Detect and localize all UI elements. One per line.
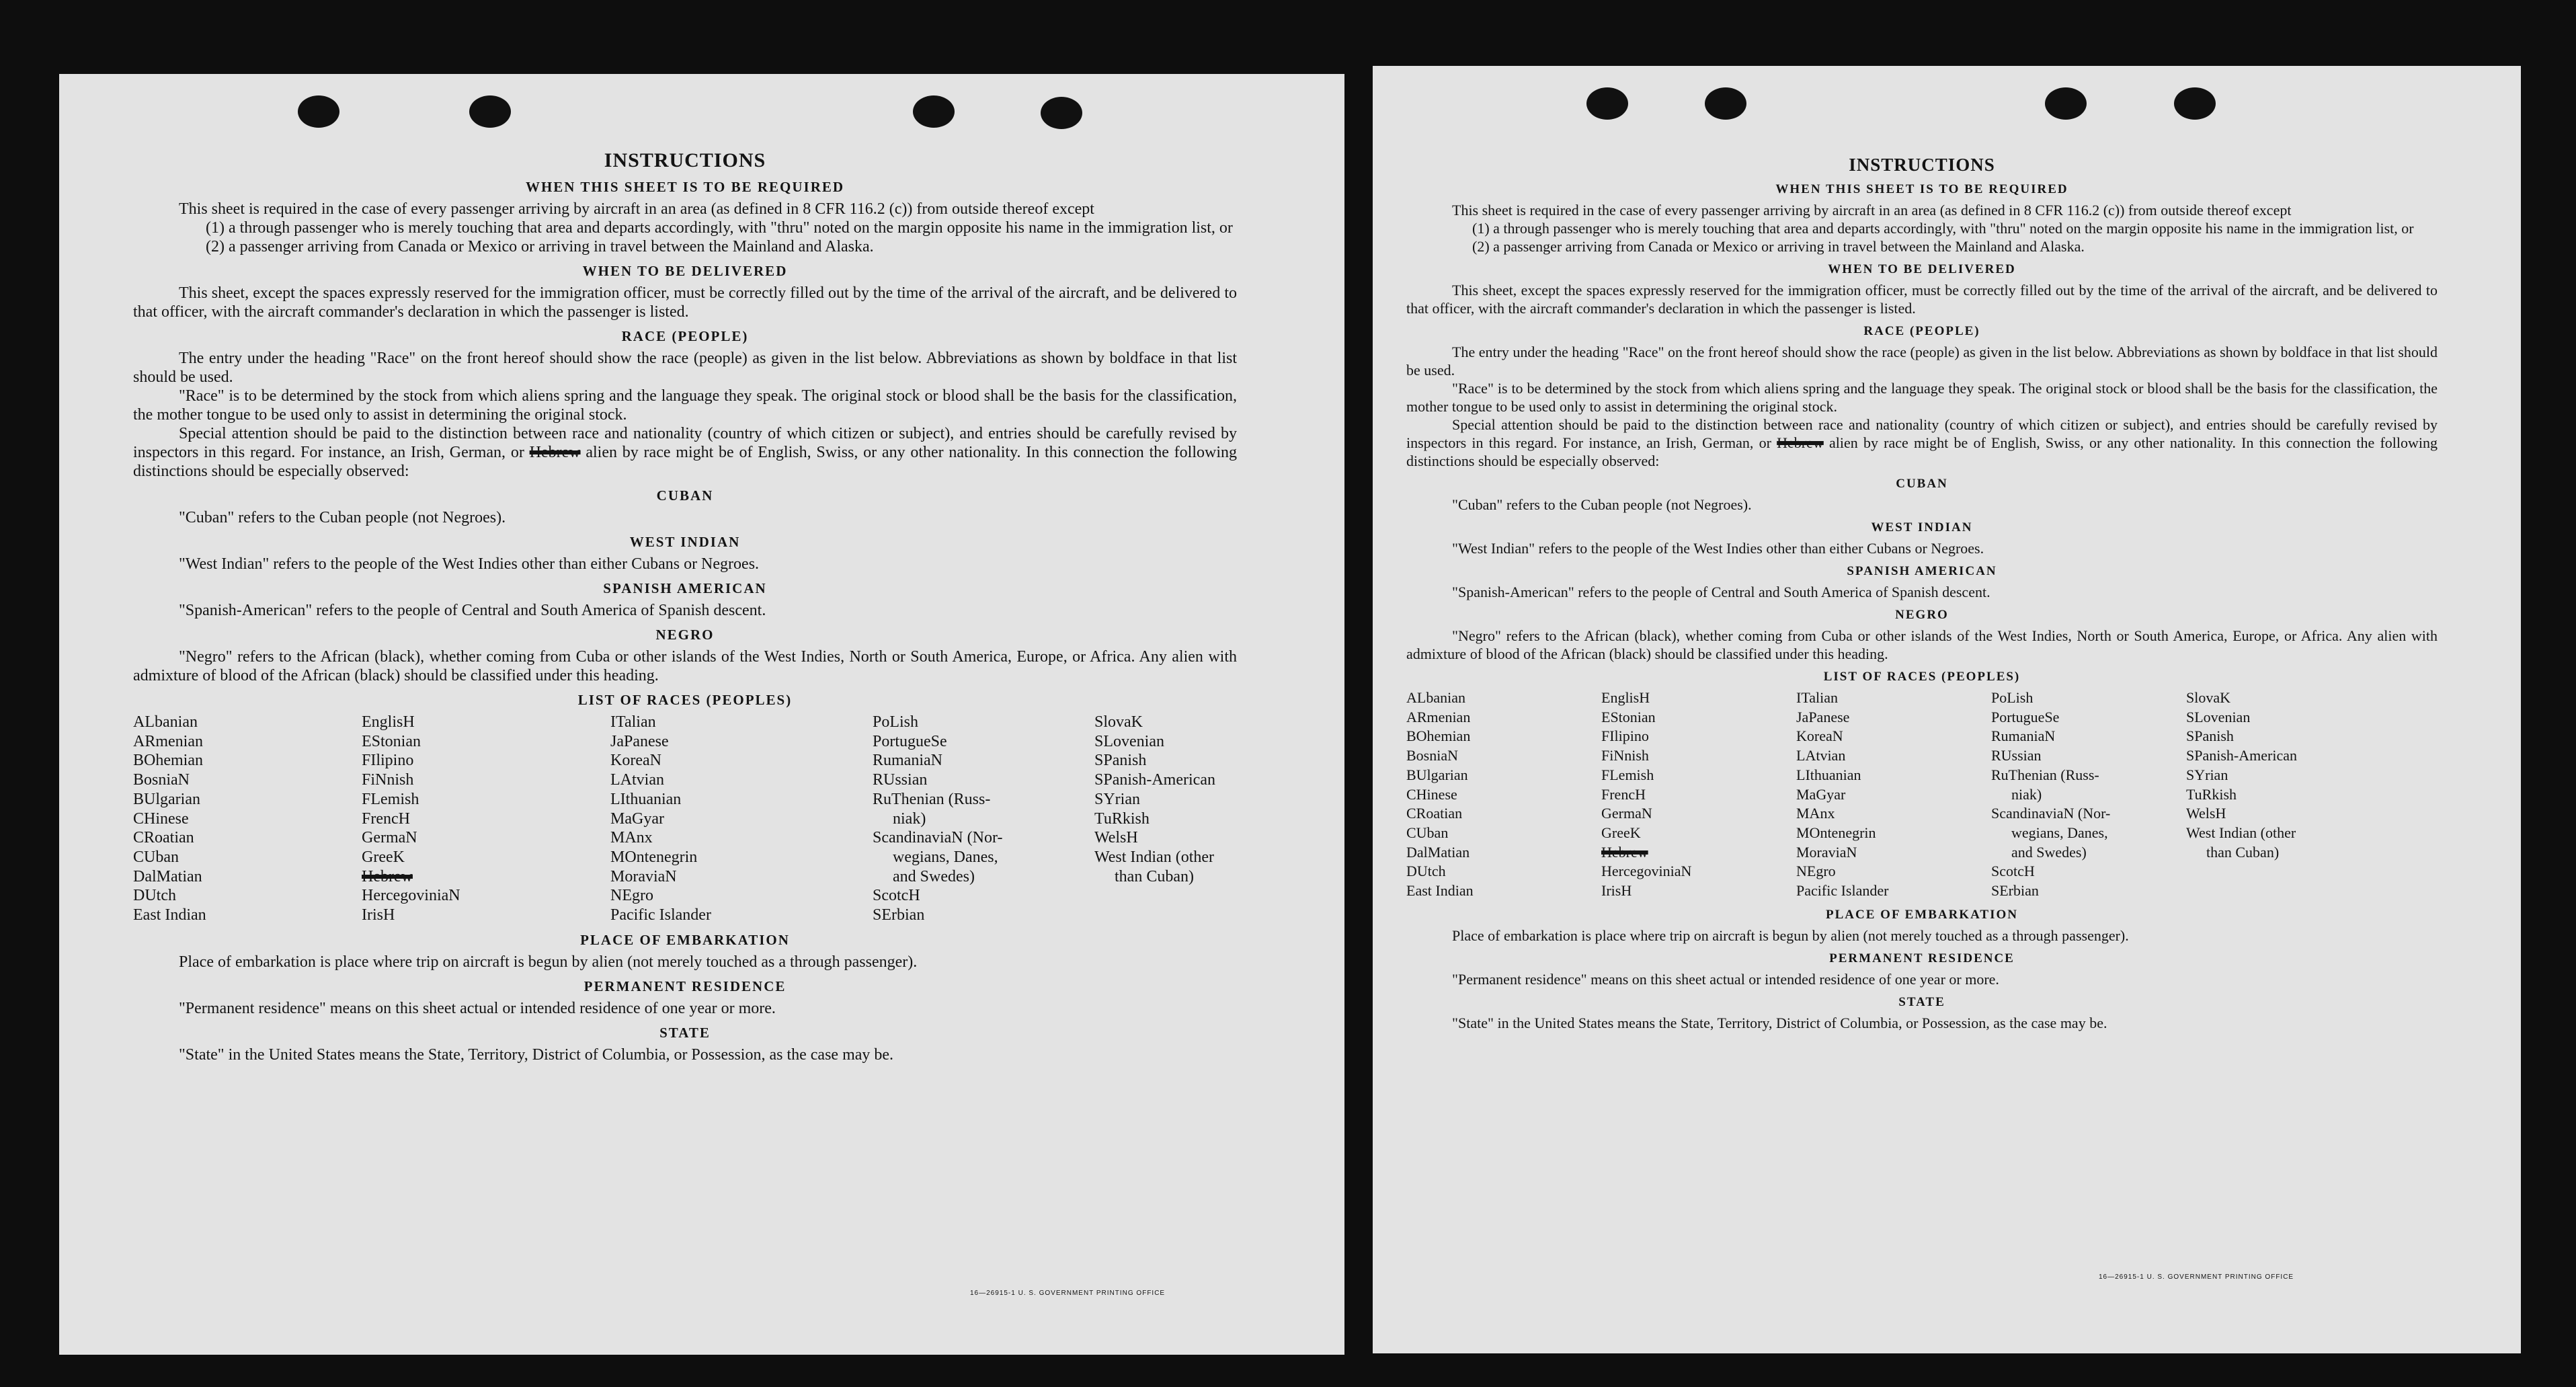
section-heading: PERMANENT RESIDENCE (583, 978, 787, 994)
race-item: DalMatian (1406, 843, 1470, 861)
paragraph: "West Indian" refers to the people of the West Indies other than either Cubans or Negroes. (1452, 540, 1984, 557)
section-heading: PLACE OF EMBARKATION (1826, 907, 2018, 922)
race-item: than Cuban) (2206, 843, 2280, 861)
race-column (873, 713, 1094, 925)
race-item: FLemish (362, 790, 419, 808)
race-item: EStonian (362, 732, 421, 750)
section-heading: NEGRO (1895, 608, 1949, 622)
paragraph: "Cuban" refers to the Cuban people (not Negroes). (1452, 496, 1752, 513)
race-column (610, 713, 873, 925)
race-item: MAnx (610, 829, 653, 847)
list-item: (2) a passenger arriving from Canada or Mexico or arriving in travel between the Mainland and Alaska. (206, 238, 874, 255)
race-item: TuRkish (1094, 809, 1150, 828)
race-item: SPanish (1094, 752, 1147, 770)
race-item: NEgro (610, 887, 653, 905)
race-item: CUban (1406, 824, 1449, 841)
race-item: BosniaN (1406, 747, 1458, 764)
race-item: ITalian (1796, 689, 1838, 706)
race-item: wegians, Danes, (893, 848, 998, 866)
section-heading: WHEN THIS SHEET IS TO BE REQUIRED (525, 179, 845, 195)
race-item: BUlgarian (133, 790, 200, 808)
race-item: SLovenian (1094, 732, 1164, 750)
race-item: SPanish-American (1094, 771, 1215, 789)
race-item: and Swedes) (2011, 843, 2087, 861)
section-heading: LIST OF RACES (PEOPLES) (1823, 670, 2021, 684)
race-item: ALbanian (133, 713, 198, 731)
race-item: and Swedes) (893, 867, 975, 885)
paragraph: "Permanent residence" means on this sheet actual or intended residence of one year or more. (179, 999, 776, 1017)
paragraph: The entry under the heading "Race" on the front hereof should show the race (people) as given in the list below. Abbreviations as shown by boldface in that list should be used. (1406, 344, 2438, 379)
section-heading: RACE (PEOPLE) (621, 328, 749, 344)
race-item: CRoatian (1406, 805, 1463, 822)
race-column (1601, 688, 1796, 901)
race-item: East Indian (1406, 882, 1474, 900)
printer-footer: 16—26915-1 U. S. GOVERNMENT PRINTING OFFICE (2099, 1273, 2294, 1281)
race-item: MoraviaN (1796, 843, 1857, 861)
section-heading: PLACE OF EMBARKATION (580, 931, 790, 948)
section-heading: WHEN THIS SHEET IS TO BE REQUIRED (1775, 182, 2068, 196)
race-item: WelsH (2186, 805, 2226, 822)
race-item: ScotcH (1991, 863, 2035, 880)
paragraph: This sheet, except the spaces expressly reserved for the immigration officer, must be correctly filled out by the time of the arrival of the aircraft, and be delivered to that officer, with the aircraft commander's declaration in which the passenger is listed. (1406, 282, 2438, 317)
race-item: CRoatian (133, 829, 194, 847)
page-title: INSTRUCTIONS (604, 149, 766, 171)
race-item: West Indian (other (1094, 848, 1215, 866)
race-item: East Indian (133, 906, 206, 924)
struck-word: Hebrew (529, 444, 581, 461)
race-item: niak) (2011, 785, 2042, 803)
race-item: FrencH (1601, 785, 1646, 803)
race-item: DalMatian (133, 867, 202, 885)
race-item: ScandinaviaN (Nor- (873, 829, 1003, 847)
race-item: IrisH (1601, 882, 1632, 900)
race-item: SPanish (2186, 727, 2234, 745)
race-item: CUban (133, 848, 179, 866)
race-item: SPanish-American (2186, 747, 2297, 764)
race-item: PortugueSe (1991, 708, 2060, 725)
race-item: SErbian (873, 906, 925, 924)
race-item: GermaN (362, 829, 417, 847)
race-item: FIlipino (362, 752, 414, 770)
right-page (1373, 66, 2521, 1353)
race-item: ScandinaviaN (Nor- (1991, 805, 2111, 822)
race-column (1406, 688, 1601, 901)
race-item: IrisH (362, 906, 395, 924)
race-item: SLovenian (2186, 708, 2251, 725)
race-item: Hebrew (1601, 843, 1648, 861)
paragraph: "Race" is to be determined by the stock from which aliens spring and the language they speak. The original stock or blood shall be the basis for the classification, the mother tongue to be used only to assist in determining the original stock. (133, 387, 1237, 424)
race-item: HercegoviniaN (1601, 863, 1692, 880)
section-heading: LIST OF RACES (PEOPLES) (577, 692, 793, 708)
paragraph: This sheet, except the spaces expressly reserved for the immigration officer, must be correctly filled out by the time of the arrival of the aircraft, and be delivered to that officer, with the aircraft commander's declaration in which the passenger is listed. (133, 284, 1237, 321)
punch-hole (1586, 87, 1628, 120)
race-item: PoLish (873, 713, 919, 731)
paragraph (133, 424, 1237, 481)
section-heading: WEST INDIAN (629, 534, 741, 550)
race-item: FiNnish (362, 771, 414, 789)
race-item: MAnx (1796, 805, 1835, 822)
punch-hole (913, 95, 955, 128)
race-item: CHinese (133, 809, 189, 828)
paragraph: This sheet is required in the case of every passenger arriving by aircraft in an area (as defined in 8 CFR 116.2 (c)) from outside thereof except (179, 200, 1094, 218)
race-item: GreeK (1601, 824, 1641, 841)
section-heading: SPANISH AMERICAN (603, 580, 767, 596)
race-item: BOhemian (133, 752, 203, 770)
paragraph: "Spanish-American" refers to the people of Central and South America of Spanish descent. (179, 602, 766, 619)
paragraph: Place of embarkation is place where trip on aircraft is begun by alien (not merely touched as a through passenger). (179, 953, 918, 971)
race-item: than Cuban) (1115, 867, 1194, 885)
race-item: BUlgarian (1406, 766, 1468, 783)
paragraph: Place of embarkation is place where trip on aircraft is begun by alien (not merely touched as a through passenger). (1452, 926, 2129, 944)
race-item: LIthuanian (610, 790, 682, 808)
paragraph: "Cuban" refers to the Cuban people (not Negroes). (179, 509, 506, 526)
race-item: FiNnish (1601, 747, 1649, 764)
race-item: SlovaK (1094, 713, 1143, 731)
race-item: wegians, Danes, (2011, 824, 2108, 841)
paragraph: The entry under the heading "Race" on the front hereof should show the race (people) as given in the list below. Abbreviations as shown by boldface in that list should be used. (133, 350, 1237, 386)
race-item: PoLish (1991, 689, 2034, 706)
race-item: RUssian (1991, 747, 2042, 764)
race-item: MoraviaN (610, 867, 677, 885)
race-item: FIlipino (1601, 727, 1649, 745)
race-item: KoreaN (610, 752, 661, 770)
race-item: GreeK (362, 848, 405, 866)
race-item: MaGyar (610, 809, 664, 828)
punch-hole (1705, 87, 1746, 120)
race-item: RUssian (873, 771, 928, 789)
section-heading: RACE (PEOPLE) (1863, 324, 1980, 338)
race-item: SErbian (1991, 882, 2039, 900)
paragraph-text: alien by race might be of English, Swiss, or any other nationality. In this connection the following distinctions should be especially observed: (1406, 434, 2438, 469)
race-item: Pacific Islander (1796, 882, 1889, 900)
race-column (362, 713, 610, 925)
paragraph: "West Indian" refers to the people of the West Indies other than either Cubans or Negroes. (179, 555, 760, 573)
race-item: EnglisH (1601, 689, 1650, 706)
race-item: RuThenian (Russ- (873, 790, 991, 808)
race-item: ALbanian (1406, 689, 1465, 706)
race-item: LAtvian (610, 771, 664, 789)
race-list (133, 713, 1237, 925)
race-column (1796, 688, 1991, 901)
race-item: WelsH (1094, 829, 1138, 847)
race-item: ScotcH (873, 887, 920, 905)
race-item: NEgro (1796, 863, 1836, 880)
race-column (1991, 688, 2186, 901)
paragraph: This sheet is required in the case of every passenger arriving by aircraft in an area (as defined in 8 CFR 116.2 (c)) from outside thereof except (1452, 202, 2292, 219)
section-heading: WHEN TO BE DELIVERED (1828, 262, 2016, 276)
list-item: (1) a through passenger who is merely touching that area and departs accordingly, with "thru" noted on the margin opposite his name in the immigration list, or (1472, 220, 2414, 237)
race-item: EStonian (1601, 708, 1656, 725)
left-page (59, 74, 1344, 1355)
race-list (1406, 688, 2438, 901)
race-item: Pacific Islander (610, 906, 711, 924)
race-item: LAtvian (1796, 747, 1846, 764)
race-column (1094, 713, 1276, 925)
section-heading: SPANISH AMERICAN (1847, 564, 1997, 578)
section-heading: CUBAN (1896, 477, 1948, 491)
race-item: RuThenian (Russ- (1991, 766, 2099, 783)
race-item: KoreaN (1796, 727, 1843, 745)
race-item: RumaniaN (1991, 727, 2056, 745)
struck-word: Hebrew (1777, 434, 1824, 451)
race-item: West Indian (other (2186, 824, 2296, 841)
section-heading: CUBAN (656, 487, 714, 504)
race-item: ITalian (610, 713, 656, 731)
paragraph-text: alien by race might be of English, Swiss, or any other nationality. In this connection the following distinctions should be especially observed: (133, 444, 1238, 480)
race-item: BOhemian (1406, 727, 1471, 745)
paragraph: "State" in the United States means the State, Territory, District of Columbia, or Possession, as the case may be. (179, 1045, 894, 1064)
page-title: INSTRUCTIONS (1849, 155, 1995, 175)
paragraph: "Negro" refers to the African (black), whether coming from Cuba or other islands of the West Indies, North or South America, Europe, or Africa. Any alien with admixture of blood of the African (black) should be classified under this heading. (1406, 627, 2438, 662)
paragraph-text: Special attention should be paid to the distinction between race and nationality (country of which citizen or subject), and entries should be carefully revised by inspectors in this regard. For instance, an Irish, German, or (133, 425, 1237, 461)
punch-hole (2045, 87, 2087, 120)
race-item: BosniaN (133, 771, 190, 789)
race-item: MaGyar (1796, 785, 1846, 803)
race-item: EnglisH (362, 713, 415, 731)
section-heading: NEGRO (655, 627, 715, 643)
paragraph: "Race" is to be determined by the stock from which aliens spring and the language they speak. The original stock or blood shall be the basis for the classification, the mother tongue to be used only to assist in determining the original stock. (1406, 380, 2438, 415)
race-item: RumaniaN (873, 752, 942, 770)
race-item: MOntenegrin (1796, 824, 1876, 841)
race-item: Hebrew (362, 867, 413, 885)
race-item: HercegoviniaN (362, 887, 460, 905)
race-item: SYrian (2186, 766, 2228, 783)
race-item: JaPanese (1796, 708, 1850, 725)
race-item: FrencH (362, 809, 410, 828)
paragraph: "Permanent residence" means on this sheet actual or intended residence of one year or more. (1452, 970, 1999, 988)
race-column (2186, 688, 2361, 901)
paragraph: "State" in the United States means the State, Territory, District of Columbia, or Possession, as the case may be. (1452, 1014, 2107, 1031)
paragraph: "Negro" refers to the African (black), whether coming from Cuba or other islands of the West Indies, North or South America, Europe, or Africa. Any alien with admixture of blood of the African (black) should be classified under this heading. (133, 648, 1237, 684)
race-item: SlovaK (2186, 689, 2230, 706)
list-item: (1) a through passenger who is merely touching that area and departs accordingly, with "thru" noted on the margin opposite his name in the immigration list, or (206, 219, 1233, 237)
race-item: SYrian (1094, 790, 1140, 808)
punch-hole (469, 95, 511, 128)
printer-footer: 16—26915-1 U. S. GOVERNMENT PRINTING OFFICE (970, 1290, 1166, 1297)
list-item: (2) a passenger arriving from Canada or Mexico or arriving in travel between the Mainland and Alaska. (1472, 238, 2085, 255)
race-item: GermaN (1601, 805, 1652, 822)
punch-hole (298, 95, 339, 128)
race-item: ARmenian (133, 732, 203, 750)
section-heading: WEST INDIAN (1871, 520, 1973, 534)
section-heading: STATE (1898, 994, 1945, 1009)
race-item: FLemish (1601, 766, 1654, 783)
race-item: niak) (893, 809, 926, 828)
section-heading: STATE (659, 1024, 711, 1041)
punch-hole (1041, 97, 1082, 129)
paragraph-text: Special attention should be paid to the distinction between race and nationality (country of which citizen or subject), and entries should be carefully revised by inspectors in this regard. For instance, an Irish, German, or (1406, 416, 2438, 451)
race-item: DUtch (133, 887, 176, 905)
section-heading: WHEN TO BE DELIVERED (582, 263, 788, 279)
race-item: CHinese (1406, 785, 1457, 803)
paragraph (1406, 415, 2438, 470)
race-item: JaPanese (610, 732, 669, 750)
race-item: LIthuanian (1796, 766, 1861, 783)
race-item: TuRkish (2186, 785, 2237, 803)
punch-hole (2174, 87, 2216, 120)
paragraph: "Spanish-American" refers to the people of Central and South America of Spanish descent. (1452, 584, 1990, 600)
race-column (133, 713, 362, 925)
race-item: ARmenian (1406, 708, 1471, 725)
section-heading: PERMANENT RESIDENCE (1829, 951, 2015, 965)
race-item: MOntenegrin (610, 848, 698, 866)
race-item: DUtch (1406, 863, 1446, 880)
race-item: PortugueSe (873, 732, 947, 750)
